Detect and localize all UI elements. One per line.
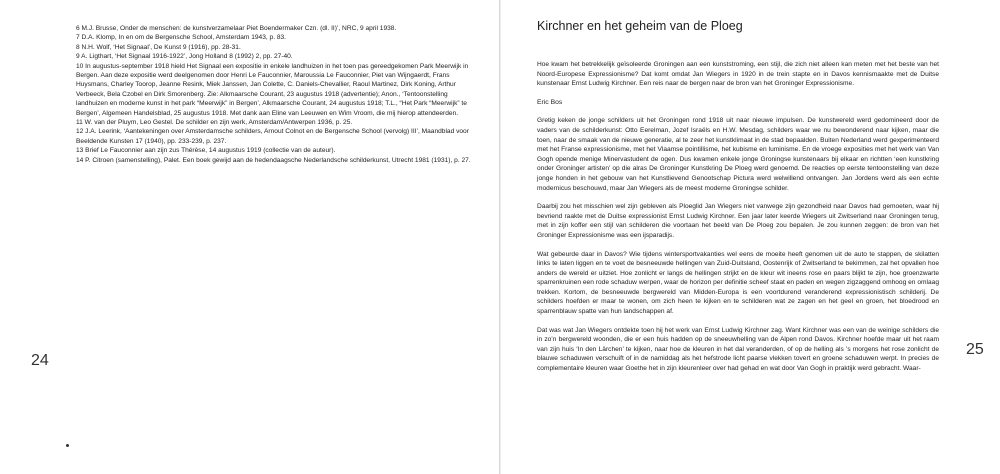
footnote: 12 J.A. Leerink, ‘Aantekeningen over Amsterdamsche schilders, Arnout Colnot en de Bergensche School (vervolg) III’, Maandblad voor Beeldende Kunsten 17 (1940), pp. 233-239, p. 237.: [76, 128, 469, 145]
author-byline: Eric Bos: [537, 98, 563, 106]
footnote: 10 In augustus-september 1918 hield Het Signaal een expositie in enkele landhuizen in het toen pas gereedgekomen Park Meerwijk in Bergen. Aan deze expositie werd deelgenomen door Henri Le Fauconnier, Maroussia Le Fauconnier, Piet van Wijngaerdt, Frans Huysmans, Charley Toorop, Jeanne Resink, Miek Janssen, Jan Colette, C. Daniels-Chevallier, Raoul Martinez, Dirk Koning, Arthur Verbeeck, Bela Czobel en Dirk Smorenberg. Zie: Alkmaarsche Courant, 23 augustus 1918 (advertentie); Anon., ‘Tentoonstelling landhuizen en moderne kunst in het park “Meerwijk” in Bergen’, Alkmaarsche Courant, 24 augustus 1918; T.L., “Het Park “Meerwijk” te Bergen’, Algemeen Handelsblad, 25 augustus 1918. Met dank aan Eline van Leeuwen en Wim Vroom, die mij hierop attendeerden.: [76, 62, 469, 117]
article-body: [537, 60, 939, 383]
page-number-left: 24: [31, 352, 49, 369]
article-title: Kirchner en het geheim van de Ploeg: [537, 19, 743, 33]
footnote: 6 M.J. Brusse, Onder de menschen: de kunstverzamelaar Piet Boendermaker Czn. (dl. II)’, NRC, 9 april 1938.: [76, 25, 397, 32]
footnote: 14 P. Citroen (samenstelling), Palet. Een boek gewijd aan de hedendaagsche Nederlandsche schilderkunst, Utrecht 1981 (1931), p. 27.: [76, 156, 471, 164]
footnote: 13 Brief Le Fauconnier aan zijn zus Thérèse, 14 augustus 1919 (collectie van de auteur).: [76, 147, 336, 155]
footnote: 7 D.A. Klomp, In en om de Bergensche School, Amsterdam 1943, p. 83.: [76, 34, 287, 42]
body-paragraph: Wat gebeurde daar in Davos? Wie tijdens wintersportvakanties wel eens de moeite heeft genomen uit de auto te stappen, de skilatten links te laten liggen en te voet de besneeuwde hellingen van Zuid-Duitsland, Oostenrijk of Zwitserland te bekimmen, zal het opvallen hoe anders de wereld er uitziet. Hoe zonlicht er langs de hellingen strijkt en de kleur wit ineens rose en paars blijkt te zijn, hoe groenzwarte sparrenkruinen een rode schaduw werpen, waar de horizon per definitie scheef staat en paden en wegen zigzaggend omhoog en omlaag trekken. Kortom, de besneeuwde bergwereld van Midden-Europa is een voortdurend veranderend expressionistisch schilderij. De schilders hoefden er maar te wonen, om zich heen te kijken en te schilderen wat ze zagen en het geel en groen, het bloedrood en sparrenblauw spatte van hun landschappen af.: [537, 250, 939, 316]
body-paragraph: Dat was wat Jan Wiegers ontdekte toen hij het werk van Ernst Ludwig Kirchner zag. Want Kirchner was een van de weinige schilders die in zo’n bergwereld woonden, die er een huis hadden op de sneeuwhelling van de Alpen rond Davos. Kirchner hoefde maar uit het raam van zijn huis ‘In den Lärchen’ te kijken, naar hoe de kleuren in het dal veranderden, of op de helling als ’s morgens het rose zonlicht de blauwe schaduwen verschuift of in de namiddag als het hefstrode licht paarse vlekken tovert en groene schaduwen werpt. In precies de complementaire kleuren waar Goethe het in zijn kleurenleer over had gehad en wat door Van Gogh in praktijk werd gebracht. Waar-: [537, 326, 939, 373]
footnote: 11 W. van der Pluym, Leo Gestel. De schilder en zijn werk, Amsterdam/Antwerpen 1936, p. 25.: [76, 119, 353, 127]
intro-paragraph: Hoe kwam het betrekkelijk geïsoleerde Groningen aan een kunststroming, een stijl, die zich niet alleen kan meten met het beste van het Noord-Europese Expressionisme? Dat komt omdat Jan Wiegers in 1920 in de trein stapte en in Davos kennismaakte met de Duitse kunstenaar Ernst Ludwig Kirchner. Een reis naar de bergen naar de bron van het Groninger Expressionisme.: [537, 61, 939, 88]
footnote: 9 A. Ligthart, ‘Het Signaal 1916-1922’, Jong Holland 8 (1992) 2, pp. 27-40.: [76, 53, 293, 61]
print-mark: [66, 444, 69, 447]
body-paragraph: Daarbij zou het misschien wel zijn gebleven als Ploeglid Jan Wiegers niet vanwege zijn gezondheid naar Davos had gemoeten, waar hij bevriend raakte met de Duitse expressionist Ernst Ludwig Kirchner. Een jaar later keerde Wiegers uit Zwitserland naar Groningen terug, met in zijn koffer een stijl van schilderen die voortaan het beeld van De Ploeg zou bepalen. Je zou kunnen zeggen: de bron van het Groninger Expressionisme was een ijsparadijs.: [537, 203, 939, 239]
footnote: 8 N.H. Wolf, ‘Het Signaal’, De Kunst 9 (1916), pp. 28-31.: [76, 43, 241, 51]
body-paragraph: Gretig keken de jonge schilders uit het Groningen rond 1918 uit naar nieuwe impulsen. De kunstwereld werd gedomineerd door de vaders van de schilderkunst: Otto Eerelman, Jozef Israëls en H.W. Mesdag, schilders waar we nu bewonderend naar kijken, maar die toen, naar de smaak van de nieuwe generatie, al te zeer het kunstklimaat in de stad bepaalden. Buiten Nederland werd gexperimenteerd met het Franse expressionisme, met het Vlaamse pointillisme, het kubisme en luminisme. En de vroege exposities met het werk van Van Gogh opende menige Minervastudent de ogen. Dus kwamen enkele jonge Groningse kunstenaars bij elkaar en richtten ‘een kunstkring onder Groninger artisten’ op die alras De Groninger Kunstkring De Ploeg werd genoemd. De reacties op eerste tentoonstelling van deze jonge honden in het gebouw van het Kunstlievend Genootschap Pictura werd welwillend ontvangen. Jan Jordens werd als een echte modernicus beschouwd, maar Jan Wiegers als de meest moderne Groningse schilder.: [537, 117, 939, 192]
page-number-right: 25: [966, 341, 984, 358]
footnotes-list: [76, 24, 476, 165]
